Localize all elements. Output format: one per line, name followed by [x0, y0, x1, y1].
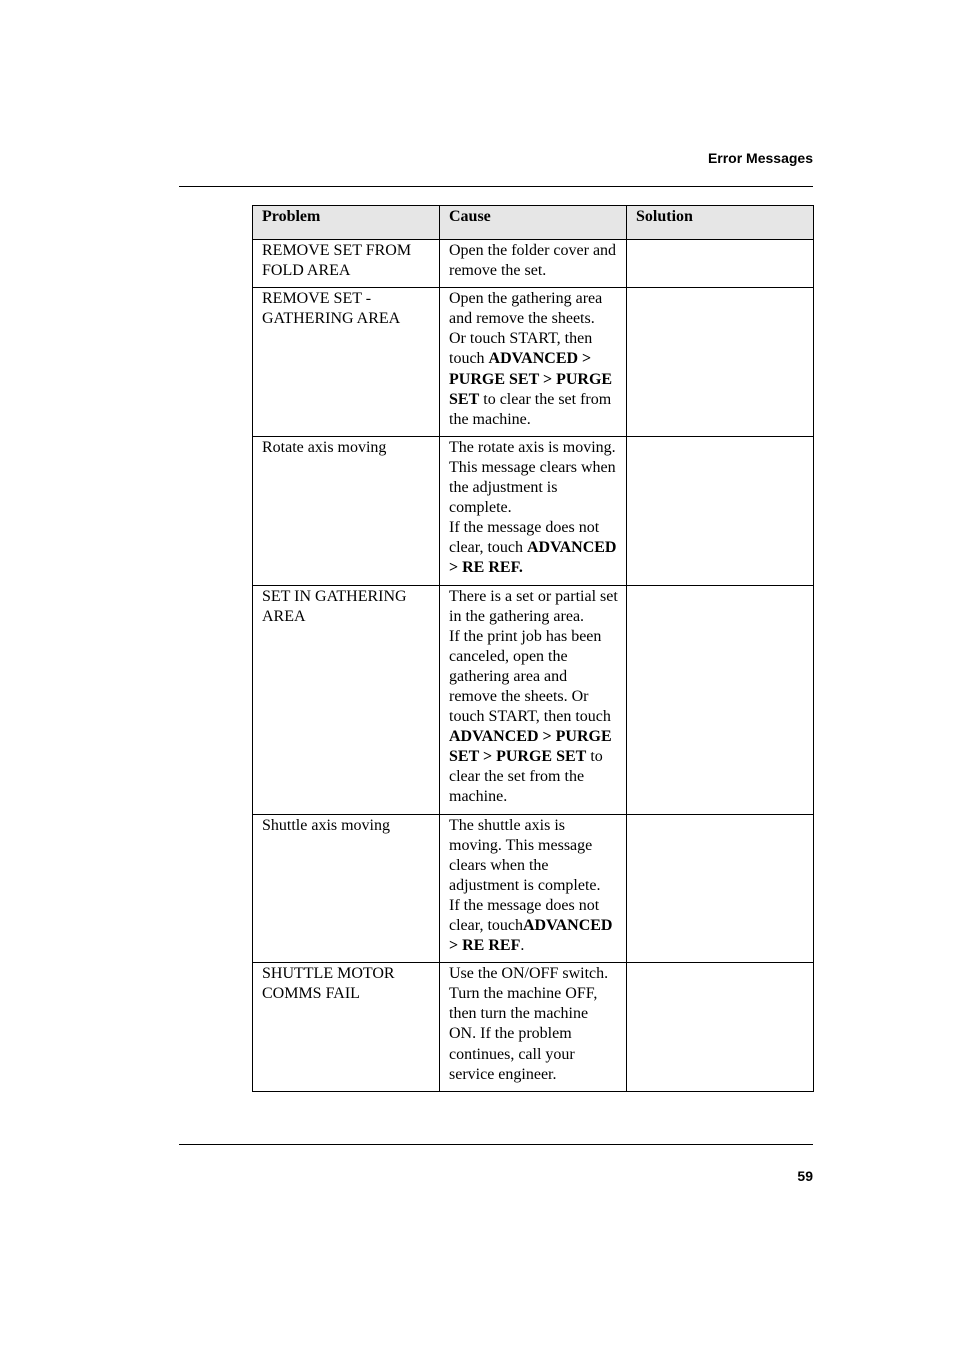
solution-cell	[627, 814, 814, 963]
problem-line: REMOVE SET FROM	[262, 242, 412, 259]
cause-command-text: ADVANCED	[526, 539, 617, 557]
cause-cell	[440, 240, 627, 288]
problem-line: AREA	[262, 607, 306, 625]
cause-text: clear, touch	[449, 539, 527, 557]
cause-cell	[440, 963, 627, 1092]
solution-cell	[627, 240, 814, 288]
cause-text: the machine.	[449, 410, 531, 428]
problem-cell	[253, 963, 440, 1092]
column-header-problem: Problem	[253, 206, 440, 240]
table-header-row	[253, 206, 814, 240]
cause-text: clears when the	[449, 856, 549, 874]
cause-text: Turn the machine OFF,	[449, 985, 598, 1003]
cause-text: in the gathering area.	[449, 607, 585, 625]
solution-cell	[627, 436, 814, 585]
cause-text: If the message does not	[449, 896, 600, 914]
cause-text: The rotate axis is moving.	[449, 438, 616, 456]
cause-text: gathering area and	[449, 667, 568, 685]
cause-text: clear, touch	[449, 917, 523, 934]
cause-command-text: SET > PURGE SET	[449, 748, 587, 766]
cause-text: service engineer.	[449, 1065, 557, 1083]
solution-cell	[627, 963, 814, 1092]
cause-command-text: ADVANCED > PURGE	[449, 728, 612, 746]
problem-line: Rotate axis moving	[262, 438, 387, 456]
cause-text: Open the folder cover and	[449, 242, 617, 259]
cause-text: clear the set from the	[449, 768, 585, 786]
table-row	[253, 288, 814, 437]
problem-line: SHUTTLE MOTOR	[262, 965, 395, 983]
cause-command-text: PURGE SET > PURGE	[449, 370, 613, 388]
cause-text: then turn the machine	[449, 1005, 589, 1023]
problem-line: GATHERING AREA	[262, 310, 401, 328]
cause-text: If the message does not	[449, 519, 600, 537]
cause-command-text: > RE REF	[449, 937, 521, 955]
cause-text: If the print job has been	[449, 627, 602, 645]
cause-text: .	[520, 937, 525, 955]
table-row	[253, 240, 814, 288]
cause-cell	[440, 585, 627, 814]
cause-text: complete.	[449, 499, 512, 517]
problem-line: COMMS FAIL	[262, 985, 360, 1003]
cause-text: canceled, open the	[449, 647, 568, 665]
problem-cell	[253, 436, 440, 585]
problem-line: REMOVE SET -	[262, 290, 372, 308]
cause-text: moving. This message	[449, 836, 593, 854]
problem-line: FOLD AREA	[262, 262, 351, 280]
cause-command-text: ADVANCED >	[488, 350, 592, 368]
page-number: 59	[797, 1168, 813, 1184]
footer-rule	[179, 1144, 813, 1145]
cause-text: to	[586, 748, 603, 766]
column-header-cause: Cause	[440, 206, 627, 240]
cause-text: The shuttle axis is	[449, 816, 565, 834]
cause-command-text: > RE REF.	[449, 559, 523, 577]
cause-text: to clear the set from	[479, 390, 612, 408]
cause-text: the adjustment is	[449, 479, 558, 497]
column-header-solution: Solution	[627, 206, 814, 240]
problem-cell	[253, 585, 440, 814]
cause-text: adjustment is complete.	[449, 876, 601, 894]
cause-text: This message clears when	[449, 458, 616, 476]
cause-text: machine.	[449, 788, 508, 806]
cause-text: remove the sheets. Or	[449, 687, 589, 705]
table-row	[253, 963, 814, 1092]
table-row	[253, 585, 814, 814]
cause-cell	[440, 436, 627, 585]
cause-command-text: SET	[449, 390, 480, 408]
problem-cell	[253, 814, 440, 963]
cause-text: continues, call your	[449, 1045, 575, 1063]
cause-text: touch	[449, 350, 489, 368]
problem-line: Shuttle axis moving	[262, 816, 390, 834]
cause-text: Or touch START, then	[449, 330, 593, 348]
cause-text: Use the ON/OFF switch.	[449, 965, 609, 983]
cause-text: Open the gathering area	[449, 290, 603, 308]
table-row	[253, 436, 814, 585]
cause-text: remove the set.	[449, 262, 547, 280]
header-rule	[179, 186, 813, 187]
problem-line: SET IN GATHERING	[262, 587, 407, 605]
table-row	[253, 814, 814, 963]
problem-cell	[253, 240, 440, 288]
cause-command-text: ADVANCED	[522, 917, 613, 934]
solution-cell	[627, 288, 814, 437]
error-messages-table	[252, 205, 814, 1092]
cause-text: There is a set or partial set	[449, 587, 618, 605]
table-body	[253, 240, 814, 1092]
cause-text: ON. If the problem	[449, 1025, 572, 1043]
cause-text: and remove the sheets.	[449, 310, 595, 328]
cause-cell	[440, 814, 627, 963]
cause-text: touch START, then touch	[449, 708, 611, 726]
cause-cell	[440, 288, 627, 437]
solution-cell	[627, 585, 814, 814]
running-header-title: Error Messages	[707, 150, 813, 166]
problem-cell	[253, 288, 440, 437]
